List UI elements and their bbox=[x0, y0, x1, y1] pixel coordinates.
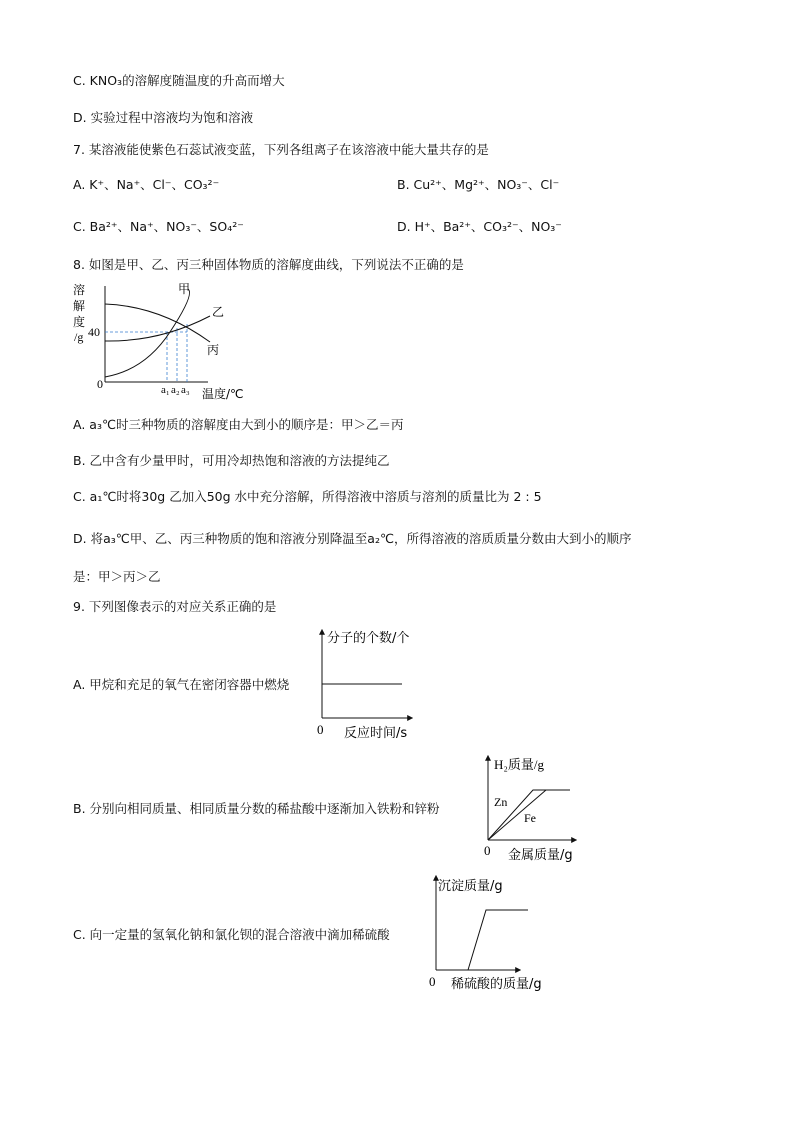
fig9a-xlabel: 反应时间/s bbox=[344, 726, 408, 741]
fig9a-origin: 0 bbox=[317, 722, 324, 737]
fig9b-ylabel: H₂质量/g bbox=[494, 757, 545, 772]
q6-option-d: D. 实验过程中溶液均为饱和溶液 bbox=[73, 110, 254, 125]
xtick-a3: a₃ bbox=[181, 384, 190, 396]
fig8-ylabel-1: 溶 bbox=[73, 283, 86, 297]
q9-option-a: A. 甲烷和充足的氧气在密闭容器中燃烧 bbox=[73, 677, 290, 692]
fig9c-line bbox=[436, 910, 528, 970]
fig8-origin: 0 bbox=[97, 377, 103, 391]
q7-option-b: B. Cu²⁺、Mg²⁺、NO₃⁻、Cl⁻ bbox=[397, 177, 560, 192]
q9-option-c: C. 向一定量的氢氧化钠和氯化钡的混合溶液中滴加稀硫酸 bbox=[73, 927, 390, 942]
fig9b-origin: 0 bbox=[484, 843, 491, 858]
fig9b-fe-label: Fe bbox=[524, 811, 536, 825]
fig9c-origin: 0 bbox=[429, 974, 436, 989]
q9-option-b: B. 分别向相同质量、相同质量分数的稀盐酸中逐渐加入铁粉和锌粉 bbox=[73, 801, 440, 816]
fig8-ytick-40: 40 bbox=[88, 325, 100, 339]
xtick-a2: a₂ bbox=[171, 384, 180, 396]
curve-yi bbox=[105, 316, 210, 341]
q7-option-c: C. Ba²⁺、Na⁺、NO₃⁻、SO₄²⁻ bbox=[73, 219, 244, 234]
q8-option-d-cont: 是：甲＞丙＞乙 bbox=[73, 569, 161, 584]
fig9b-graph bbox=[478, 752, 588, 864]
fig8-ylabel-3: 度 bbox=[73, 315, 86, 329]
fig9a-graph bbox=[312, 626, 462, 744]
q8-option-b: B. 乙中含有少量甲时，可用冷却热饱和溶液的方法提纯乙 bbox=[73, 453, 390, 468]
q6-option-c: C. KNO₃的溶解度随温度的升高而增大 bbox=[73, 73, 285, 88]
fig9b-zn-label: Zn bbox=[494, 795, 508, 809]
fig9a-ylabel: 分子的个数/个 bbox=[327, 631, 410, 646]
q8-option-d: D. 将a₃℃甲、乙、丙三种物质的饱和溶液分别降温至a₂℃，所得溶液的溶质质量分数由大到小的顺序 bbox=[73, 531, 632, 546]
q7-option-a: A. K⁺、Na⁺、Cl⁻、CO₃²⁻ bbox=[73, 177, 220, 192]
q8-option-a: A. a₃℃时三种物质的溶解度由大到小的顺序是：甲＞乙＝丙 bbox=[73, 417, 404, 432]
xtick-a1: a₁ bbox=[161, 384, 170, 396]
fig9c-graph bbox=[424, 872, 574, 996]
label-bing: 丙 bbox=[207, 343, 220, 357]
fig8-xlabel: 温度/℃ bbox=[202, 387, 244, 401]
label-jia: 甲 bbox=[178, 282, 191, 296]
fig8-ylabel-2: 解 bbox=[73, 299, 86, 313]
q9-stem: 9. 下列图像表示的对应关系正确的是 bbox=[73, 599, 277, 614]
fig9b-xlabel: 金属质量/g bbox=[508, 848, 573, 863]
fig9c-xlabel: 稀硫酸的质量/g bbox=[451, 977, 542, 992]
fig8-ylabel-4: /g bbox=[74, 330, 84, 344]
q8-stem: 8. 如图是甲、乙、丙三种固体物质的溶解度曲线，下列说法不正确的是 bbox=[73, 257, 464, 272]
fig9c-ylabel: 沉淀质量/g bbox=[438, 879, 503, 894]
label-yi: 乙 bbox=[212, 305, 225, 319]
q7-stem: 7. 某溶液能使紫色石蕊试液变蓝，下列各组离子在该溶液中能大量共存的是 bbox=[73, 142, 489, 157]
q8-option-c: C. a₁℃时将30g 乙加入50g 水中充分溶解，所得溶液中溶质与溶剂的质量比为 2 : 5 bbox=[73, 489, 542, 504]
q7-option-d: D. H⁺、Ba²⁺、CO₃²⁻、NO₃⁻ bbox=[397, 219, 562, 234]
solubility-curve-figure bbox=[70, 280, 260, 402]
